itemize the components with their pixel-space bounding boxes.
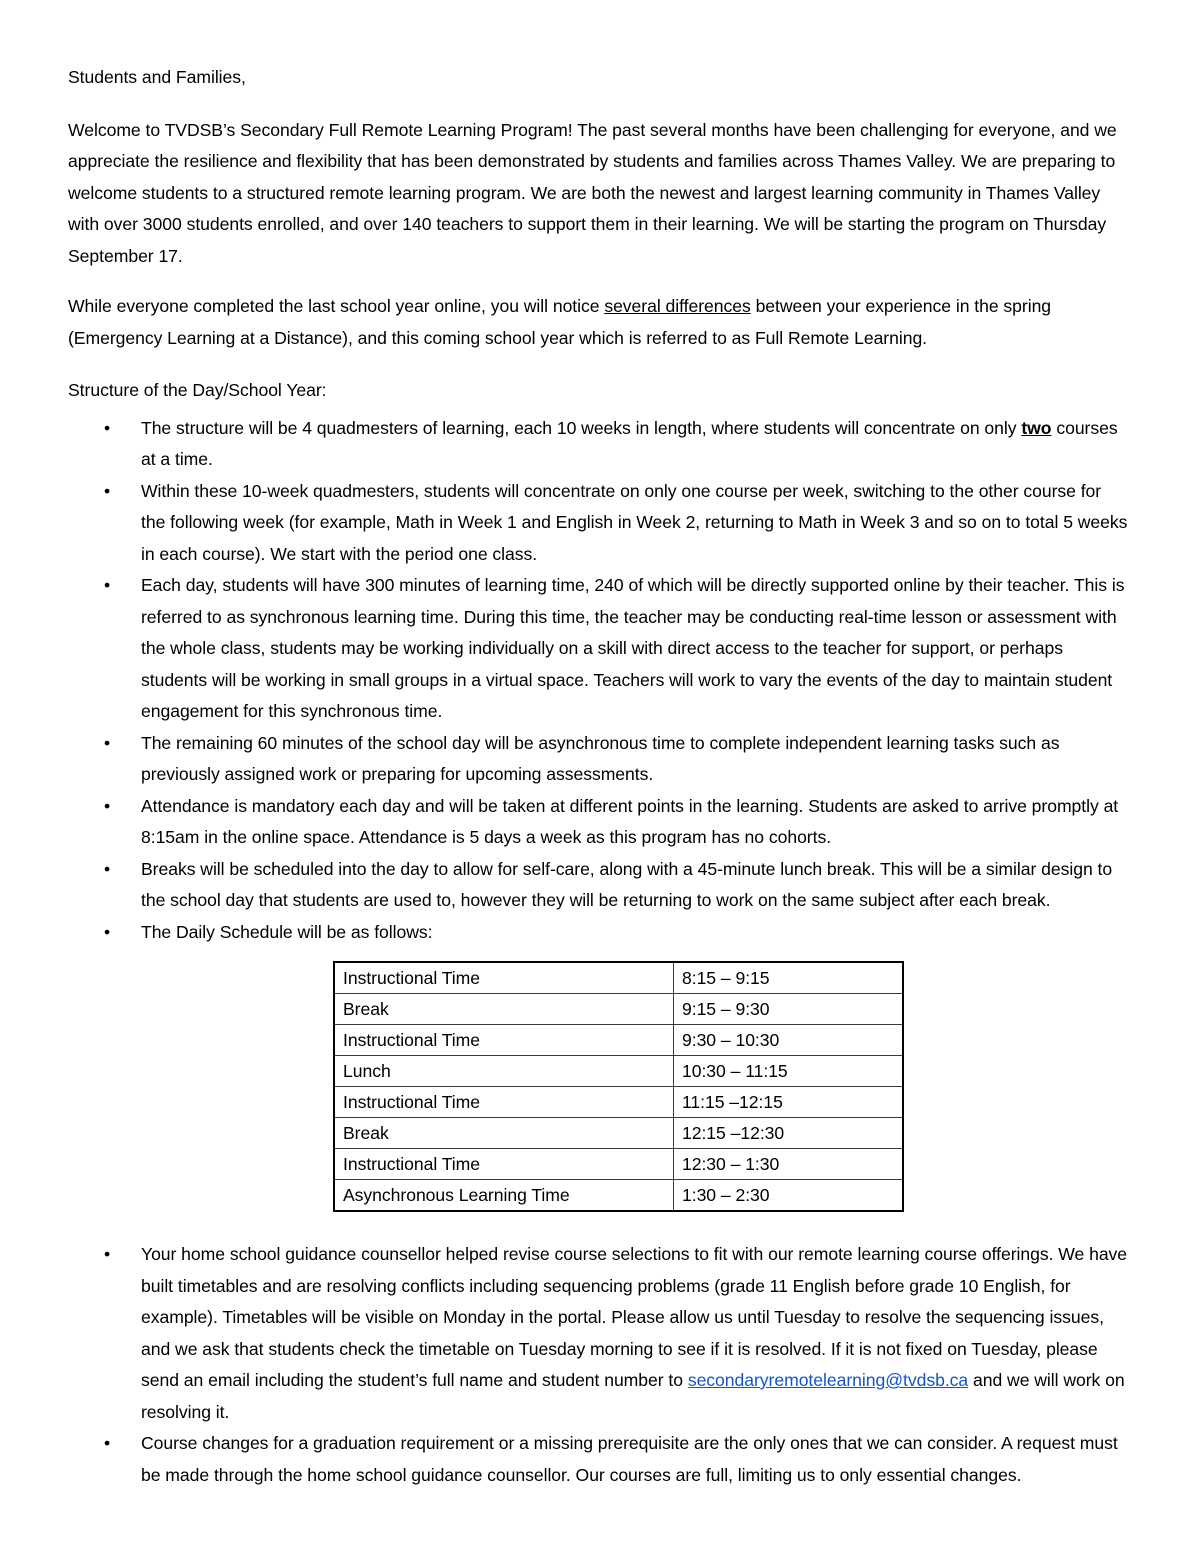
cell-activity: Instructional Time [334, 1025, 674, 1056]
cell-activity: Instructional Time [334, 1149, 674, 1180]
list-item-text [141, 796, 1118, 848]
bullet-icon: • [104, 732, 111, 753]
cell-time: 10:30 – 11:15 [674, 1056, 904, 1087]
list-item-synchronous-time [68, 570, 1130, 728]
cell-activity: Instructional Time [334, 1087, 674, 1118]
email-link[interactable]: secondaryremotelearning@tvdsb.ca [687, 1370, 969, 1390]
bullet-icon: • [104, 795, 111, 816]
paragraph-differences [68, 291, 1130, 354]
text-run: Breaks will be scheduled into the day to allow for self-care, along with a 45-minute lunch break. This will be a similar design to the school day that students are used to, however they will be returning to work on the same subject after each break. [141, 858, 1113, 910]
list-item-text [141, 1433, 1118, 1485]
table-row [334, 1149, 903, 1180]
bullet-icon: • [104, 1433, 111, 1453]
daily-schedule-table [333, 961, 904, 1212]
cell-activity: Asynchronous Learning Time [334, 1180, 674, 1212]
text-run: Welcome to TVDSB’s Secondary Full Remote Learning Program! The past several months have been challenging for everyone, and we appreciate the resilience and flexibility that has been demonstrated by students and families across Thames Valley. We are preparing to welcome students to a structured remote learning program. We are both the newest and largest learning community in Thames Valley with over 3000 students enrolled, and over 140 teachers to support them in their learning. We will be starting the program on Thursday September 17. [68, 119, 1117, 266]
list-item-daily-schedule-intro [68, 917, 1130, 949]
cell-time: 12:30 – 1:30 [674, 1149, 904, 1180]
text-run: Attendance is mandatory each day and will be taken at different points in the learning. Students are asked to arrive promptly at 8:15am in the online space. Attendance is 5 days a week as this program has no cohorts. [141, 795, 1119, 847]
document-body [68, 62, 1130, 1491]
section-heading-structure: Structure of the Day/School Year: [68, 380, 327, 400]
list-item-text [141, 418, 1118, 470]
bullet-icon: • [104, 480, 111, 501]
schedule-table-body [334, 962, 903, 1211]
list-item-text [141, 859, 1112, 911]
cell-activity: Break [334, 994, 674, 1025]
list-item-guidance-counsellor [68, 1239, 1130, 1428]
table-row [334, 1056, 903, 1087]
text-run: While everyone completed the last school year online, you will notice [68, 296, 605, 316]
list-item-course-rotation [68, 476, 1130, 571]
cell-activity: Lunch [334, 1056, 674, 1087]
text-run: and we will work on resolving it. [141, 1370, 1125, 1422]
text-run: The Daily Schedule will be as follows: [141, 921, 433, 942]
salutation: Students and Families, [68, 67, 246, 87]
list-item-text [141, 481, 1127, 564]
cell-time: 9:15 – 9:30 [674, 994, 904, 1025]
cell-time: 12:15 –12:30 [674, 1118, 904, 1149]
list-item-text [141, 1244, 1127, 1422]
cell-time: 8:15 – 9:15 [674, 962, 904, 994]
cell-time: 1:30 – 2:30 [674, 1180, 904, 1212]
emphasized-text: two [1021, 417, 1052, 438]
table-row [334, 1025, 903, 1056]
text-run: The remaining 60 minutes of the school day will be asynchronous time to complete independent learning tasks such as previously assigned work or preparing for upcoming assessments. [141, 732, 1060, 784]
text-run: between your experience in the spring (Emergency Learning at a Distance), and this coming school year which is referred to as Full Remote Learning. [68, 296, 1052, 348]
list-item-text [141, 575, 1124, 721]
list-item-course-changes [68, 1428, 1130, 1491]
list-item-quadmesters [68, 413, 1130, 476]
cell-activity: Instructional Time [334, 962, 674, 994]
bullet-icon: • [104, 858, 111, 879]
table-row [334, 1087, 903, 1118]
table-row [334, 1118, 903, 1149]
list-item-text [141, 733, 1059, 785]
list-item-attendance [68, 791, 1130, 854]
bullet-icon: • [104, 921, 111, 942]
daily-schedule-table-wrapper [68, 961, 1130, 1212]
text-run: The structure will be 4 quadmesters of learning, each 10 weeks in length, where students will concentrate on only [141, 417, 1022, 438]
paragraph-intro [68, 115, 1130, 273]
list-item-breaks [68, 854, 1130, 917]
table-row [334, 962, 903, 994]
list-item-text [141, 922, 432, 942]
bullet-icon: • [104, 1244, 111, 1264]
text-run: courses at a time. [141, 417, 1118, 469]
cell-time: 9:30 – 10:30 [674, 1025, 904, 1056]
bullet-icon: • [104, 575, 111, 595]
spacer [68, 1225, 1130, 1239]
cell-activity: Break [334, 1118, 674, 1149]
table-row [334, 994, 903, 1025]
cell-time: 11:15 –12:15 [674, 1087, 904, 1118]
text-run: Course changes for a graduation requirement or a missing prerequisite are the only ones that we can consider. A request must be made through the home school guidance counsellor. Our courses are full, limiting us to only essential changes. [141, 1433, 1118, 1485]
text-run: Within these 10-week quadmesters, students will concentrate on only one course per week, switching to the other course for the following week (for example, Math in Week 1 and English in Week 2, returning to Math in Week 3 and so on to total 5 weeks in each course). We start with the period one class. [141, 480, 1128, 564]
bullet-list-after-table [68, 1239, 1130, 1491]
bullet-list-before-table [68, 413, 1130, 949]
text-run: Each day, students will have 300 minutes of learning time, 240 of which will be directly supported online by their teacher. This is referred to as synchronous learning time. During this time, the teacher may be conducting real-time lesson or assessment with the whole class, students may be working individually on a skill with direct access to the teacher for support, or perhaps students will be working in small groups in a virtual space. Teachers will work to vary the events of the day to maintain student engagement for this synchronous time. [141, 575, 1125, 721]
underlined-text: several differences [604, 296, 751, 316]
text-run: Your home school guidance counsellor helped revise course selections to fit with our remote learning course offerings. We have built timetables and are resolving conflicts including sequencing problems (grade 11 English before grade 10 English, for example). Timetables will be visible on Monday in the portal. Please allow us until Tuesday to resolve the sequencing issues, and we ask that students check the timetable on Tuesday morning to see if it is resolved. If it is not fixed on Tuesday, please send an email including the student’s full name and student number to [141, 1244, 1128, 1390]
table-row [334, 1180, 903, 1212]
list-item-asynchronous-time [68, 728, 1130, 791]
bullet-icon: • [104, 417, 111, 438]
